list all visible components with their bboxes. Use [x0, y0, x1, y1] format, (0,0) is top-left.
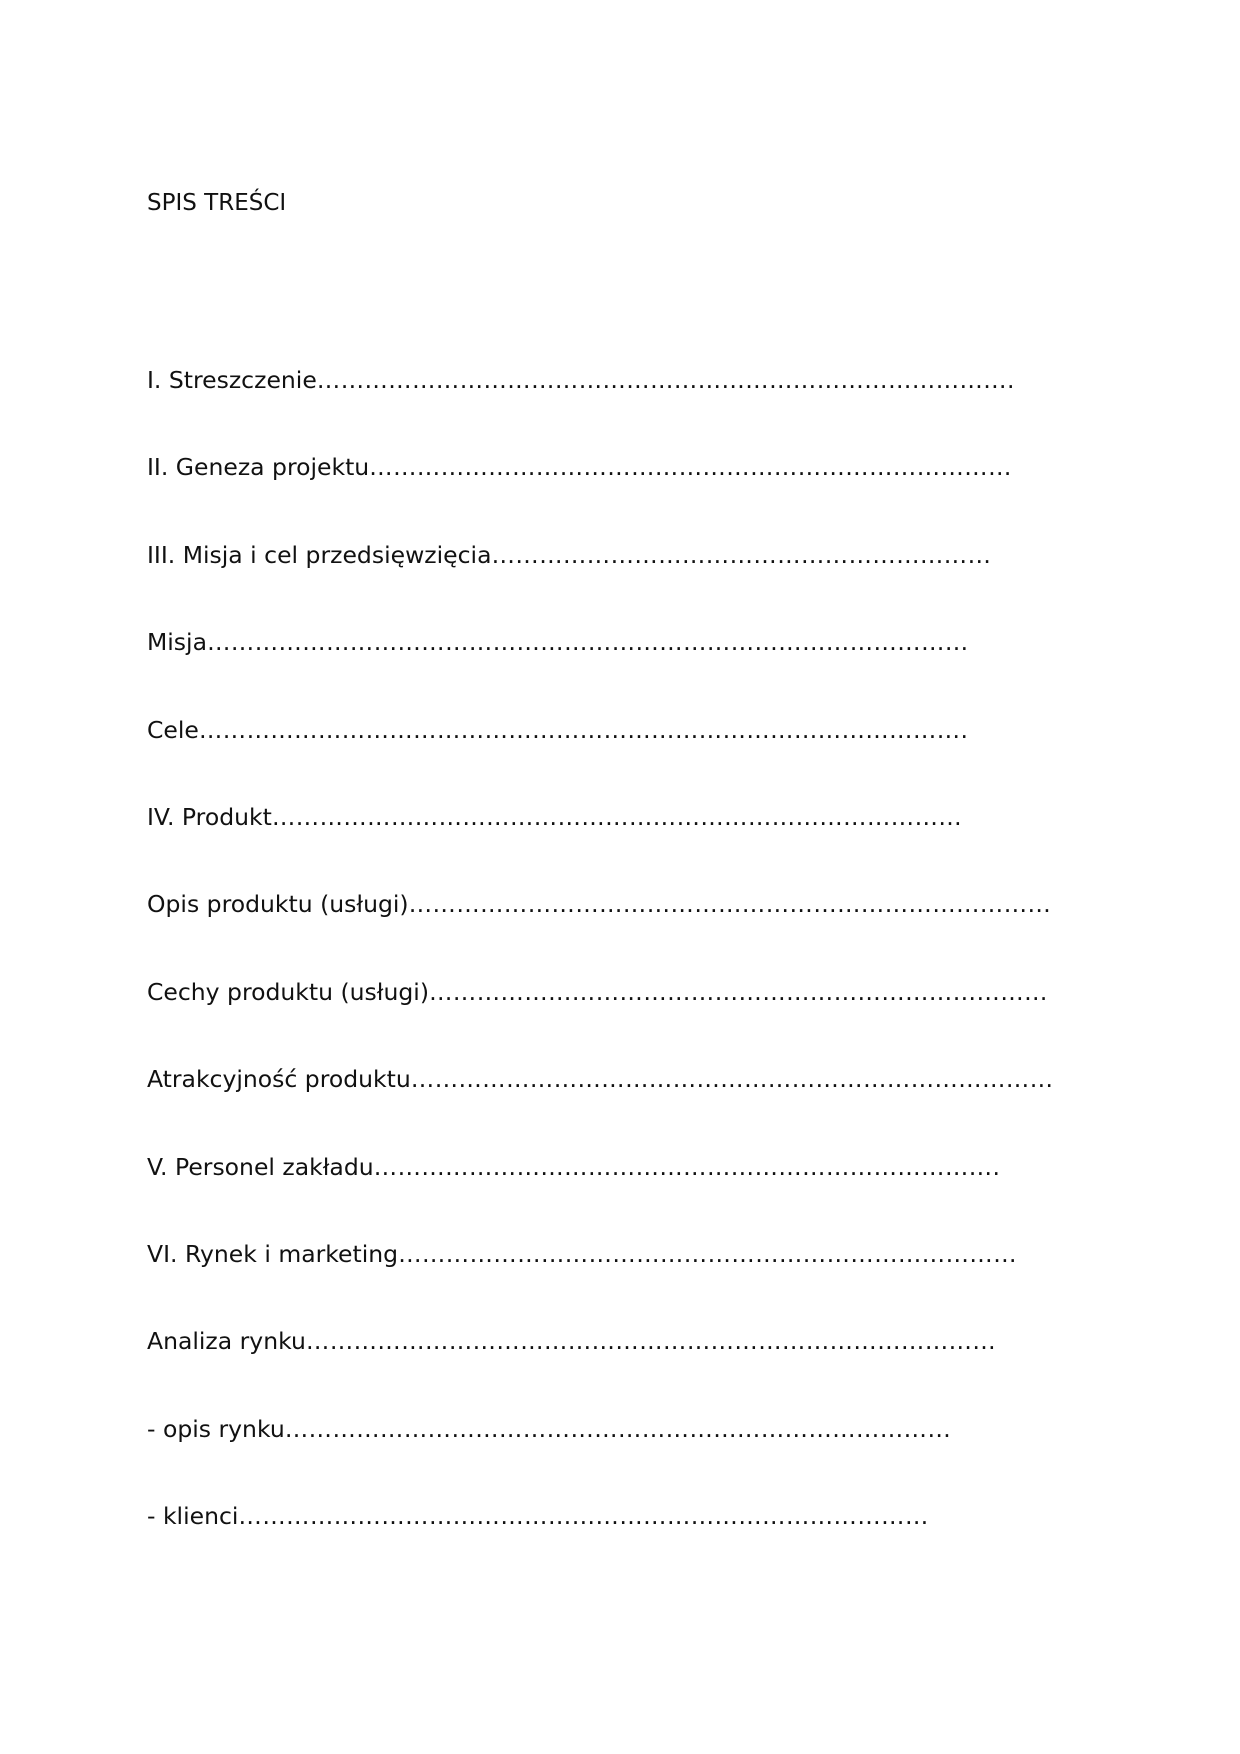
toc-entry: [147, 712, 1097, 799]
toc-entry: [147, 1498, 1097, 1585]
dot-leader: ………………………………………………………………………: [408, 890, 1052, 919]
toc-entry: [147, 799, 1097, 886]
toc-entry-label: Misja: [147, 628, 207, 657]
toc-entry: [147, 1411, 1097, 1498]
dot-leader: ……………………………………………………………………………: [305, 1327, 997, 1356]
toc-entry: [147, 449, 1097, 536]
dot-leader: ……………………………………………………………………………………: [206, 628, 969, 657]
table-of-contents: [147, 362, 1097, 1585]
toc-entry-label: II. Geneza projektu: [147, 453, 370, 482]
dot-leader: ………………………………………………………………………: [369, 453, 1012, 482]
toc-entry: [147, 362, 1097, 449]
toc-entry-label: Analiza rynku: [147, 1327, 306, 1356]
dot-leader: …………………………………………………………………………: [284, 1414, 952, 1443]
toc-entry-label: Cechy produktu (usługi): [147, 977, 429, 1006]
toc-entry: [147, 1323, 1097, 1410]
toc-entry: [147, 1236, 1097, 1323]
dot-leader: ……………………………………………………………………: [429, 977, 1048, 1006]
toc-entry-label: I. Streszczenie: [147, 366, 317, 394]
dot-leader: ……………………………………………………………………………: [271, 802, 963, 831]
toc-entry: [147, 624, 1097, 711]
toc-entry: [147, 537, 1097, 624]
toc-entry: [147, 1149, 1097, 1236]
toc-entry-label: Atrakcyjność produktu: [147, 1065, 411, 1094]
toc-entry-label: III. Misja i cel przedsięwzięcia: [147, 540, 492, 569]
toc-entry-label: Opis produktu (usługi): [147, 890, 409, 919]
toc-entry: [147, 1061, 1097, 1148]
toc-entry-label: Cele: [147, 715, 199, 744]
toc-entry-label: VI. Rynek i marketing: [147, 1239, 399, 1268]
dot-leader: …………………………………………………………………………………….: [198, 715, 969, 744]
dot-leader: ……………………………………………………………………………: [238, 1502, 929, 1531]
page-title: SPIS TREŚCI: [147, 190, 287, 216]
dot-leader: ………………………………………………………: [491, 540, 992, 569]
toc-entry-label: - klienci: [147, 1502, 239, 1531]
dot-leader: ………………………………………………………………………: [410, 1065, 1054, 1094]
toc-entry: [147, 974, 1097, 1061]
toc-entry: [147, 886, 1097, 973]
dot-leader: …………………………………………………………………………….: [316, 366, 1015, 394]
toc-entry-label: V. Personel zakładu: [147, 1152, 374, 1181]
toc-entry-label: IV. Produkt: [147, 802, 272, 831]
toc-entry-label: - opis rynku: [147, 1414, 285, 1443]
dot-leader: …………………………………………………………………….: [373, 1152, 1001, 1181]
dot-leader: ……………………………………………………………………: [398, 1239, 1017, 1268]
